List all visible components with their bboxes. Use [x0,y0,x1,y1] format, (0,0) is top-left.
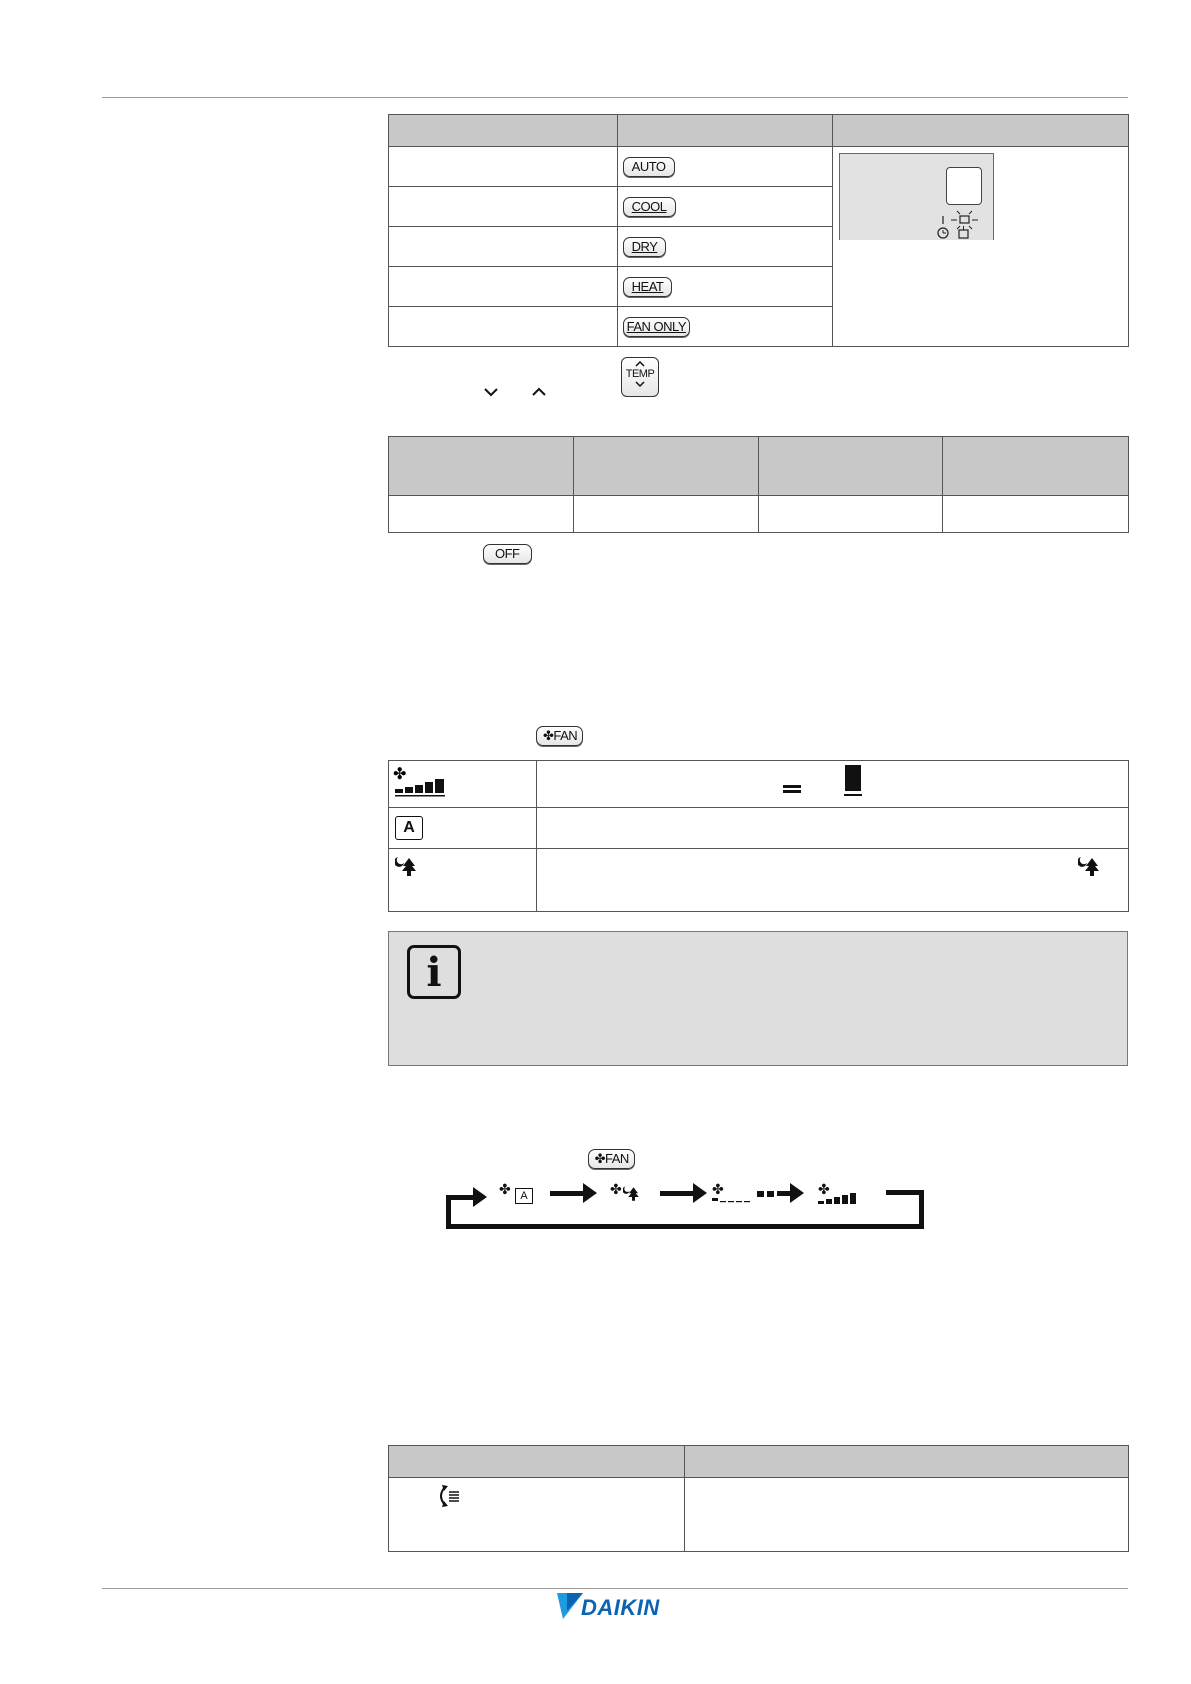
footer-rule [102,1588,1128,1589]
heat-button[interactable]: HEAT [623,277,673,297]
off-button[interactable]: OFF [483,544,532,564]
daikin-logo [557,1593,677,1621]
cycle-arrow-1 [550,1191,584,1196]
auto-fan-desc-cell [537,808,1129,849]
cycle-quiet-tree-icon [623,1185,641,1203]
temperature-table-header [389,437,1129,496]
cycle-arrow-3 [777,1191,791,1196]
display-illustration-cell [832,147,1128,347]
svg-text:✤: ✤ [393,765,407,783]
quiet-fan-icon-cell [389,849,537,912]
button-header-cell [617,115,832,147]
value-cell [943,496,1129,533]
airflow-desc-cell [684,1478,1128,1552]
cycle-arrow-2 [660,1191,694,1196]
cycle-arrow-head [583,1183,597,1203]
indicator-lamp-icon [935,202,995,242]
fan-only-button-cell [617,307,832,347]
fan-icon: ✤ [542,728,554,743]
mode-name-cell [389,307,618,347]
swing-airflow-icon [435,1483,463,1511]
auto-fan-icon-cell [389,808,537,849]
display-header-cell [832,115,1128,147]
low-speed-bar-icon [783,783,801,795]
mode-table-header [389,115,1129,147]
temp-label: TEMP [625,368,655,380]
value-cell [573,496,758,533]
fan-button[interactable] [536,726,583,746]
mode-name-cell [389,267,618,307]
header-rule [102,97,1128,98]
temp-down-icon [634,380,646,388]
auto-fan-icon: A [395,816,423,840]
display-edge [993,154,994,240]
dry-button-cell [617,227,832,267]
airflow-icon-cell [389,1478,685,1552]
info-note-box [388,931,1128,1066]
display-screen-icon [946,167,982,205]
value-cell [389,496,574,533]
high-speed-bar-icon [844,765,862,797]
header-cell [943,437,1129,496]
info-icon: i [407,945,461,999]
temp-button[interactable] [621,357,659,397]
cycle-arrow-head [790,1183,804,1203]
quiet-tree-icon [395,855,419,879]
table-row [389,808,1129,849]
header-cell [758,437,943,496]
cycle-high-speed-icon [818,1191,858,1205]
temperature-table [388,436,1129,533]
cycle-dash [757,1191,764,1197]
heat-button-cell [617,267,832,307]
cycle-high-fan-icon: ✤ [818,1181,830,1197]
quiet-fan-desc-cell [537,849,1129,912]
header-cell [573,437,758,496]
cycle-loop-right [919,1190,924,1229]
temp-up-icon [634,360,646,368]
mode-table [388,114,1129,347]
fan-icon: ✤ [594,1151,606,1166]
fan-speed-desc-cell [537,761,1129,808]
fan-speed-icon-cell [389,761,537,808]
cycle-loop-right-top [886,1190,924,1195]
fan-mode-cycle-diagram [442,1182,922,1232]
mode-name-cell [389,187,618,227]
cycle-arrow-head [693,1183,707,1203]
chevron-down-icon [483,386,499,398]
fan-speed-levels-icon [393,765,449,799]
table-row [389,849,1129,912]
fan-only-button[interactable]: FAN ONLY [623,317,690,337]
table-row [389,761,1129,808]
mode-header-cell [389,115,618,147]
daikin-logo-text: DAIKIN [581,1595,660,1620]
fan-button-2[interactable] [588,1149,635,1169]
remote-display-illustration [839,153,994,240]
daikin-logo-mark [557,1593,583,1619]
header-cell [684,1446,1128,1478]
mode-name-cell [389,227,618,267]
fan-button-label: FAN [553,728,578,743]
header-cell [389,1446,685,1478]
dry-button[interactable]: DRY [623,237,667,257]
airflow-table-header [389,1446,1129,1478]
table-row [389,1478,1129,1552]
cycle-auto-box: A [515,1188,533,1204]
fan-speed-table [388,760,1129,912]
auto-button[interactable]: AUTO [623,157,675,177]
cool-button-cell [617,187,832,227]
header-cell [389,437,574,496]
chevron-up-icon [531,386,547,398]
fan-button-label: FAN [605,1151,629,1166]
value-cell [758,496,943,533]
auto-button-cell [617,147,832,187]
cycle-arrow-head [473,1187,487,1207]
airflow-table [388,1445,1129,1552]
cycle-dash [767,1191,774,1197]
cycle-loop-top-start [446,1195,474,1200]
cycle-quiet-fan-icon: ✤ [610,1181,622,1197]
mode-name-cell [389,147,618,187]
cycle-auto-fan-icon: ✤ [499,1181,511,1197]
quiet-tree-icon [1078,855,1102,879]
table-row [389,147,1129,187]
cycle-loop-bottom [446,1224,924,1229]
cycle-low-speed-icon [712,1195,752,1205]
table-row [389,496,1129,533]
cool-button[interactable]: COOL [623,197,676,217]
cycle-low-fan-icon: ✤ [712,1181,724,1197]
